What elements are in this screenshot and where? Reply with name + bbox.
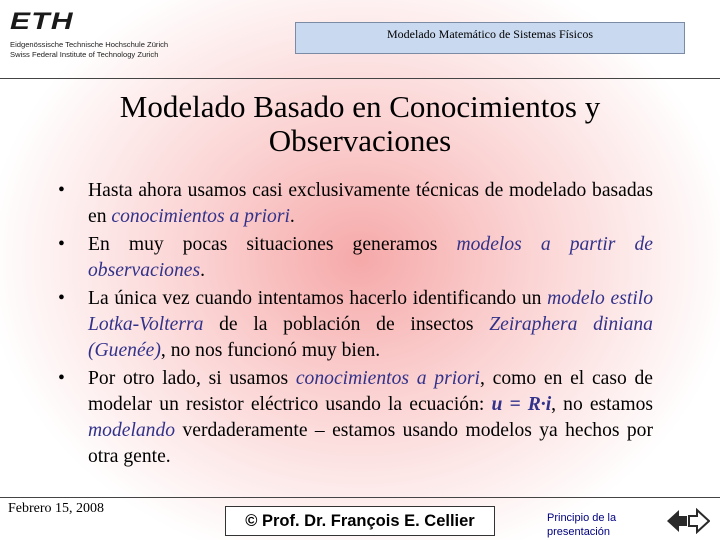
emphasis-text: modelo estilo Lotka-Volterra	[88, 288, 653, 335]
emphasis-text: conocimientos a priori	[295, 368, 481, 389]
slide-title-line-1: Modelado Basado en Conocimientos y	[119, 89, 601, 124]
emphasis-text: conocimientos a priori	[111, 206, 290, 227]
slide-title	[40, 90, 680, 158]
footer-divider	[0, 497, 720, 498]
eth-logo-line-english: Swiss Federal Institute of Technology Zurich	[10, 50, 159, 59]
emphasis-text: modelos a partir de observaciones	[88, 234, 653, 281]
slide-title-line-2: Observaciones	[268, 123, 452, 158]
eth-logo-line-german: Eidgenössische Technische Hochschule Zürich	[10, 40, 169, 49]
start-presentation-link[interactable]: Principio de la presentación	[547, 512, 617, 538]
bullet-item: • En muy pocas situaciones generamos modelos a partir de observaciones.	[58, 232, 653, 284]
bullet-list	[58, 178, 653, 472]
equation: u = R·i	[491, 394, 552, 415]
arrow-left-icon[interactable]	[667, 510, 687, 532]
copyright-text: © Prof. Dr. François E. Cellier	[245, 512, 475, 530]
emphasis-text: modelando	[88, 420, 176, 441]
eth-logo	[10, 10, 210, 70]
course-title-box	[295, 22, 685, 54]
footer-date: Febrero 15, 2008	[8, 501, 105, 516]
bullet-item: • Por otro lado, si usamos conocimientos a priori, como en el caso de modelar un resistor eléctrico usando la ecuación: u = R·i, no estamos modelando verdaderamente – estamos usando modelos ya hechos por otra gente.	[58, 366, 653, 470]
bullet-item: • La única vez cuando intentamos hacerlo identificando un modelo estilo Lotka-Volterra de la población de insectos Zeiraphera diniana (Guenée), no nos funcionó muy bien.	[58, 286, 653, 364]
species-name: Zeiraphera diniana (Guenée)	[88, 314, 653, 361]
arrow-right-icon[interactable]	[689, 510, 709, 532]
bullet-item: • Hasta ahora usamos casi exclusivamente técnicas de modelado basadas en conocimientos a priori.	[58, 178, 653, 230]
copyright-box	[225, 506, 495, 536]
header-divider	[0, 78, 720, 79]
course-title: Modelado Matemático de Sistemas Físicos	[387, 27, 593, 41]
eth-logo-mark: ETH	[10, 8, 74, 35]
nav-arrows	[666, 508, 710, 534]
